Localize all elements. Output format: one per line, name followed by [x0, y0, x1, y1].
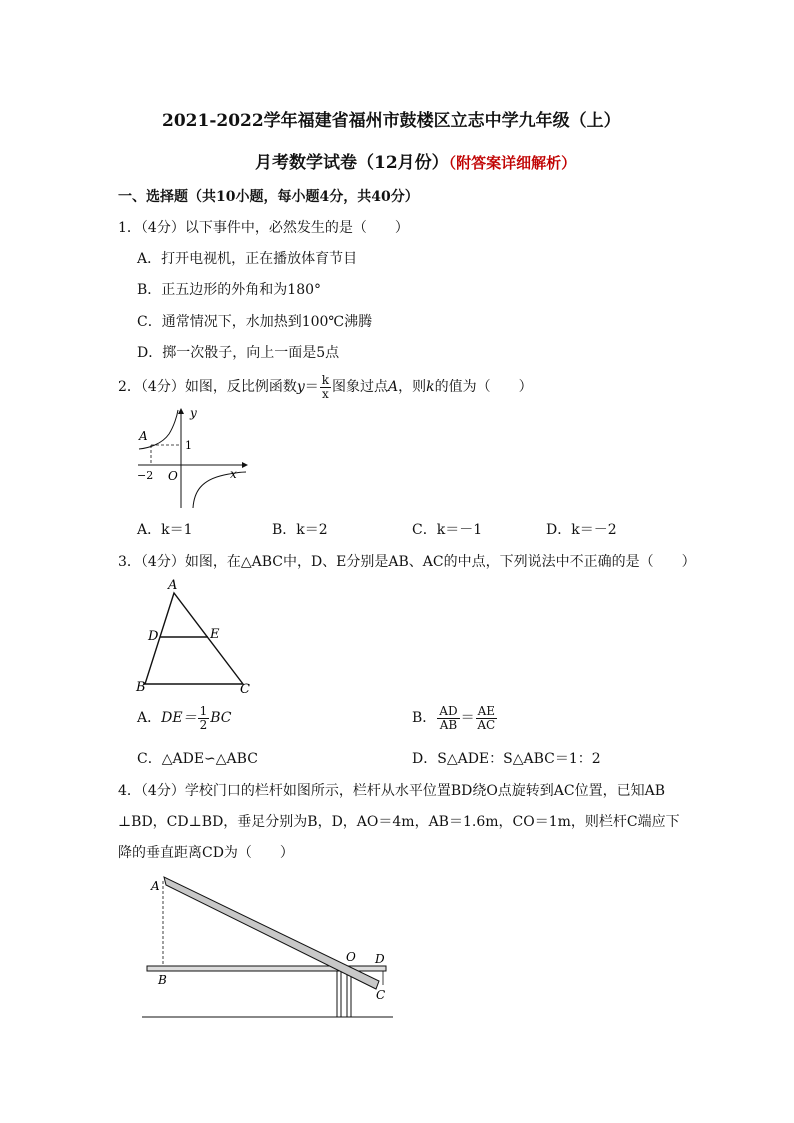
- question-3-stem: 3．（4分）如图，在△ABC中，D、E分别是AB、AC的中点，下列说法中不正确的是（ ）: [118, 554, 696, 570]
- q3-label-e: E: [210, 627, 220, 642]
- question-2-option-d: D．k＝－2: [546, 522, 617, 538]
- section-heading: 一、选择题（共10小题，每小题4分，共40分）: [118, 189, 419, 205]
- question-4-stem-line-1: 4．（4分）学校门口的栏杆如图所示，栏杆从水平位置BD绕O点旋转到AC位置，已知AB: [118, 783, 666, 799]
- q2-point-a: A: [388, 379, 399, 396]
- q2-text-4: 的值为（ ）: [434, 379, 533, 396]
- q3-b-den-2: AC: [477, 717, 496, 732]
- question-1-option-b: B．正五边形的外角和为180°: [137, 282, 322, 298]
- q4-label-d: D: [375, 952, 385, 966]
- q4-label-a: A: [151, 879, 160, 893]
- q3-b-num-2: AE: [477, 704, 496, 718]
- q2-var-k: k: [426, 379, 435, 396]
- page-title-line-1: 2021-2022学年福建省福州市鼓楼区立志中学九年级（上）: [162, 111, 621, 131]
- q2-label-x: x: [230, 467, 237, 481]
- q2-text-3: ，则: [398, 379, 427, 396]
- question-1-option-d: D．掷一次骰子，向上一面是5点: [137, 345, 340, 361]
- question-3-option-c: C．△ADE∽△ABC: [137, 751, 258, 767]
- q3-triangle-figure: [134, 576, 264, 696]
- q3-b-num-1: AD: [439, 704, 458, 718]
- q3-label-a: A: [168, 578, 178, 593]
- answer-note: （附答案详细解析）: [448, 154, 577, 172]
- q2-fraction: [320, 374, 331, 400]
- q4-label-o: O: [346, 950, 356, 964]
- q4-label-c: C: [376, 988, 386, 1002]
- question-1-option-c: C．通常情况下，水加热到100℃沸腾: [137, 314, 373, 330]
- question-3-option-d: D．S△ADE：S△ABC＝1：2: [412, 751, 601, 767]
- q2-frac-den: x: [322, 386, 329, 401]
- q2-label-one: 1: [185, 439, 192, 452]
- q3-a-fraction: [198, 705, 210, 731]
- q2-eq: ＝: [304, 379, 319, 396]
- q4-barrier-figure: [135, 868, 405, 1023]
- q2-text-2: 图象过点: [332, 379, 389, 396]
- q2-hyperbola-figure: [134, 404, 254, 514]
- q3-label-b: B: [136, 680, 146, 695]
- q3-b-den-1: AB: [439, 717, 458, 732]
- page-title-main: 月考数学试卷（12月份）: [255, 153, 449, 173]
- page-title-line-2: [255, 148, 576, 173]
- q3-label-c: C: [240, 682, 250, 696]
- q3-b-prefix: B．: [412, 710, 437, 727]
- q3-a-den: 2: [199, 717, 208, 732]
- q4-label-b: B: [158, 973, 167, 987]
- q3-a-lhs: DE＝: [161, 710, 197, 727]
- question-4-stem-line-2: ⊥BD，CD⊥BD，垂足分别为B，D，AO＝4m，AB＝1.6m，CO＝1m，则栏杆C端应下: [118, 814, 680, 830]
- question-3-option-a: [137, 705, 231, 731]
- question-2-stem: [118, 374, 533, 400]
- question-2-option-c: C．k＝－1: [412, 522, 483, 538]
- q3-label-d: D: [148, 629, 159, 644]
- question-1-option-a: A．打开电视机，正在播放体育节目: [137, 251, 358, 267]
- question-3-option-b: [412, 705, 498, 731]
- q3-a-prefix: A．: [137, 710, 162, 727]
- q2-text-1: 2．（4分）如图，反比例函数: [118, 379, 297, 396]
- question-4-stem-line-3: 降的垂直距离CD为（ ）: [118, 845, 294, 861]
- q2-label-minus-two: −2: [137, 469, 154, 482]
- q3-a-rhs: BC: [210, 710, 232, 727]
- question-2-option-b: B．k＝2: [272, 522, 328, 538]
- q3-b-fraction-1: [437, 705, 459, 731]
- q3-a-num: 1: [199, 704, 208, 718]
- q2-frac-num: k: [321, 373, 330, 387]
- q3-b-eq: ＝: [460, 710, 475, 727]
- question-1-stem: 1．（4分）以下事件中，必然发生的是（ ）: [118, 220, 409, 236]
- q2-label-y: y: [190, 406, 197, 420]
- question-2-option-a: A．k＝1: [137, 522, 193, 538]
- q3-b-fraction-2: [476, 705, 497, 731]
- q2-label-origin: O: [168, 469, 178, 483]
- q2-label-a: A: [139, 429, 148, 443]
- q2-var-y: y: [296, 379, 305, 396]
